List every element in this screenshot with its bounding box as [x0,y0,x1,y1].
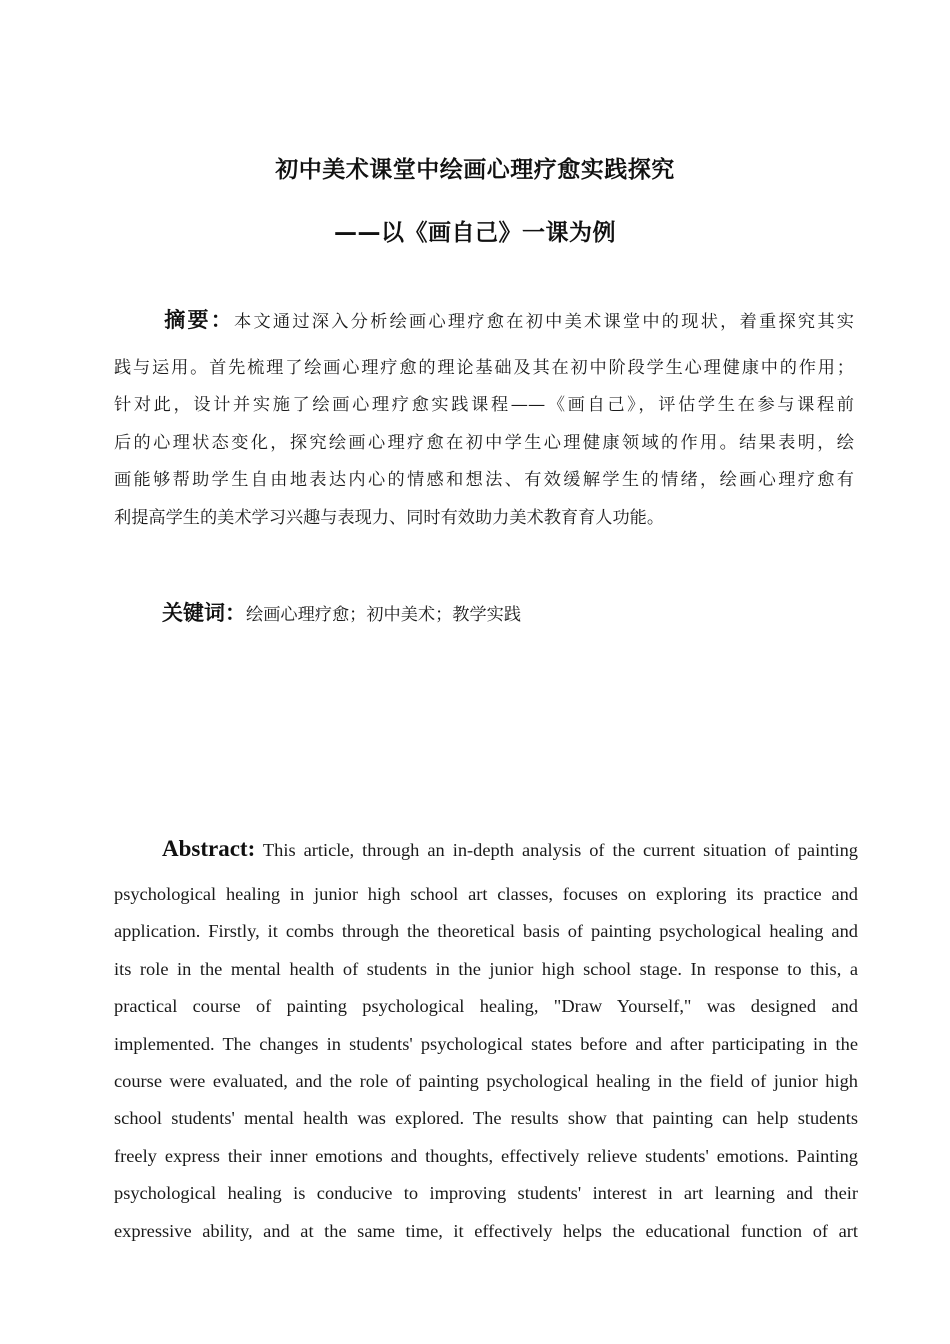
abstract-en-line [114,826,858,873]
abstract-cn-line-text: 本文通过深入分析绘画心理疗愈在初中美术课堂中的现状，着重探究其实 [234,312,854,332]
abstract-cn-label: 摘要： [162,308,235,332]
abstract-en-line: application. Firstly, it combs through the theoretical basis of painting psychological healing and [114,921,858,942]
abstract-en-line-text: This article, through an in-depth analysis of the current situation of painting [262,840,858,860]
abstract-en-line: course were evaluated, and the role of painting psychological healing in the field of junior high [114,1071,858,1092]
keywords-cn [114,598,854,630]
abstract-en-line: implemented. The changes in students' psychological states before and after participating in the [114,1033,858,1054]
abstract-en-line: freely express their inner emotions and thoughts, effectively relieve students' emotions. Painting [114,1145,858,1166]
paper-title: 初中美术课堂中绘画心理疗愈实践探究 [275,157,675,183]
keywords-cn-text: 绘画心理疗愈；初中美术；教学实践 [246,605,522,625]
abstract-en-line: psychological healing in junior high school art classes, focuses on exploring its practice and [114,884,858,904]
abstract-cn-line: 后的心理状态变化，探究绘画心理疗愈在初中学生心理健康领域的作用。结果表明，绘 [114,432,854,453]
abstract-en-line: its role in the mental health of students in the junior high school stage. In response to this, a [114,958,858,979]
abstract-cn-line [114,300,854,342]
abstract-cn-line: 针对此，设计并实施了绘画心理疗愈实践课程——《画自己》，评估学生在参与课程前 [114,395,854,416]
abstract-en-line: school students' mental health was explored. The results show that painting can help students [114,1108,858,1129]
abstract-cn-line: 利提高学生的美术学习兴趣与表现力、同时有效助力美术教育育人功能。 [114,507,665,528]
abstract-en-label: Abstract: [162,836,256,861]
keywords-cn-label: 关键词： [162,601,246,625]
paper-subtitle: ——以《画自己》一课为例 [334,220,616,246]
abstract-cn-line: 画能够帮助学生自由地表达内心的情感和想法、有效缓解学生的情绪，绘画心理疗愈有 [114,470,854,491]
abstract-en [114,826,858,1250]
abstract-en-line: expressive ability, and at the same time, it effectively helps the educational function of art [114,1220,858,1241]
abstract-en-line: practical course of painting psychological healing, "Draw Yourself," was designed and [114,996,858,1017]
abstract-en-line: psychological healing is conducive to improving students' interest in art learning and their [114,1183,858,1204]
abstract-cn [114,300,854,537]
abstract-cn-line: 践与运用。首先梳理了绘画心理疗愈的理论基础及其在初中阶段学生心理健康中的作用； [114,358,854,378]
